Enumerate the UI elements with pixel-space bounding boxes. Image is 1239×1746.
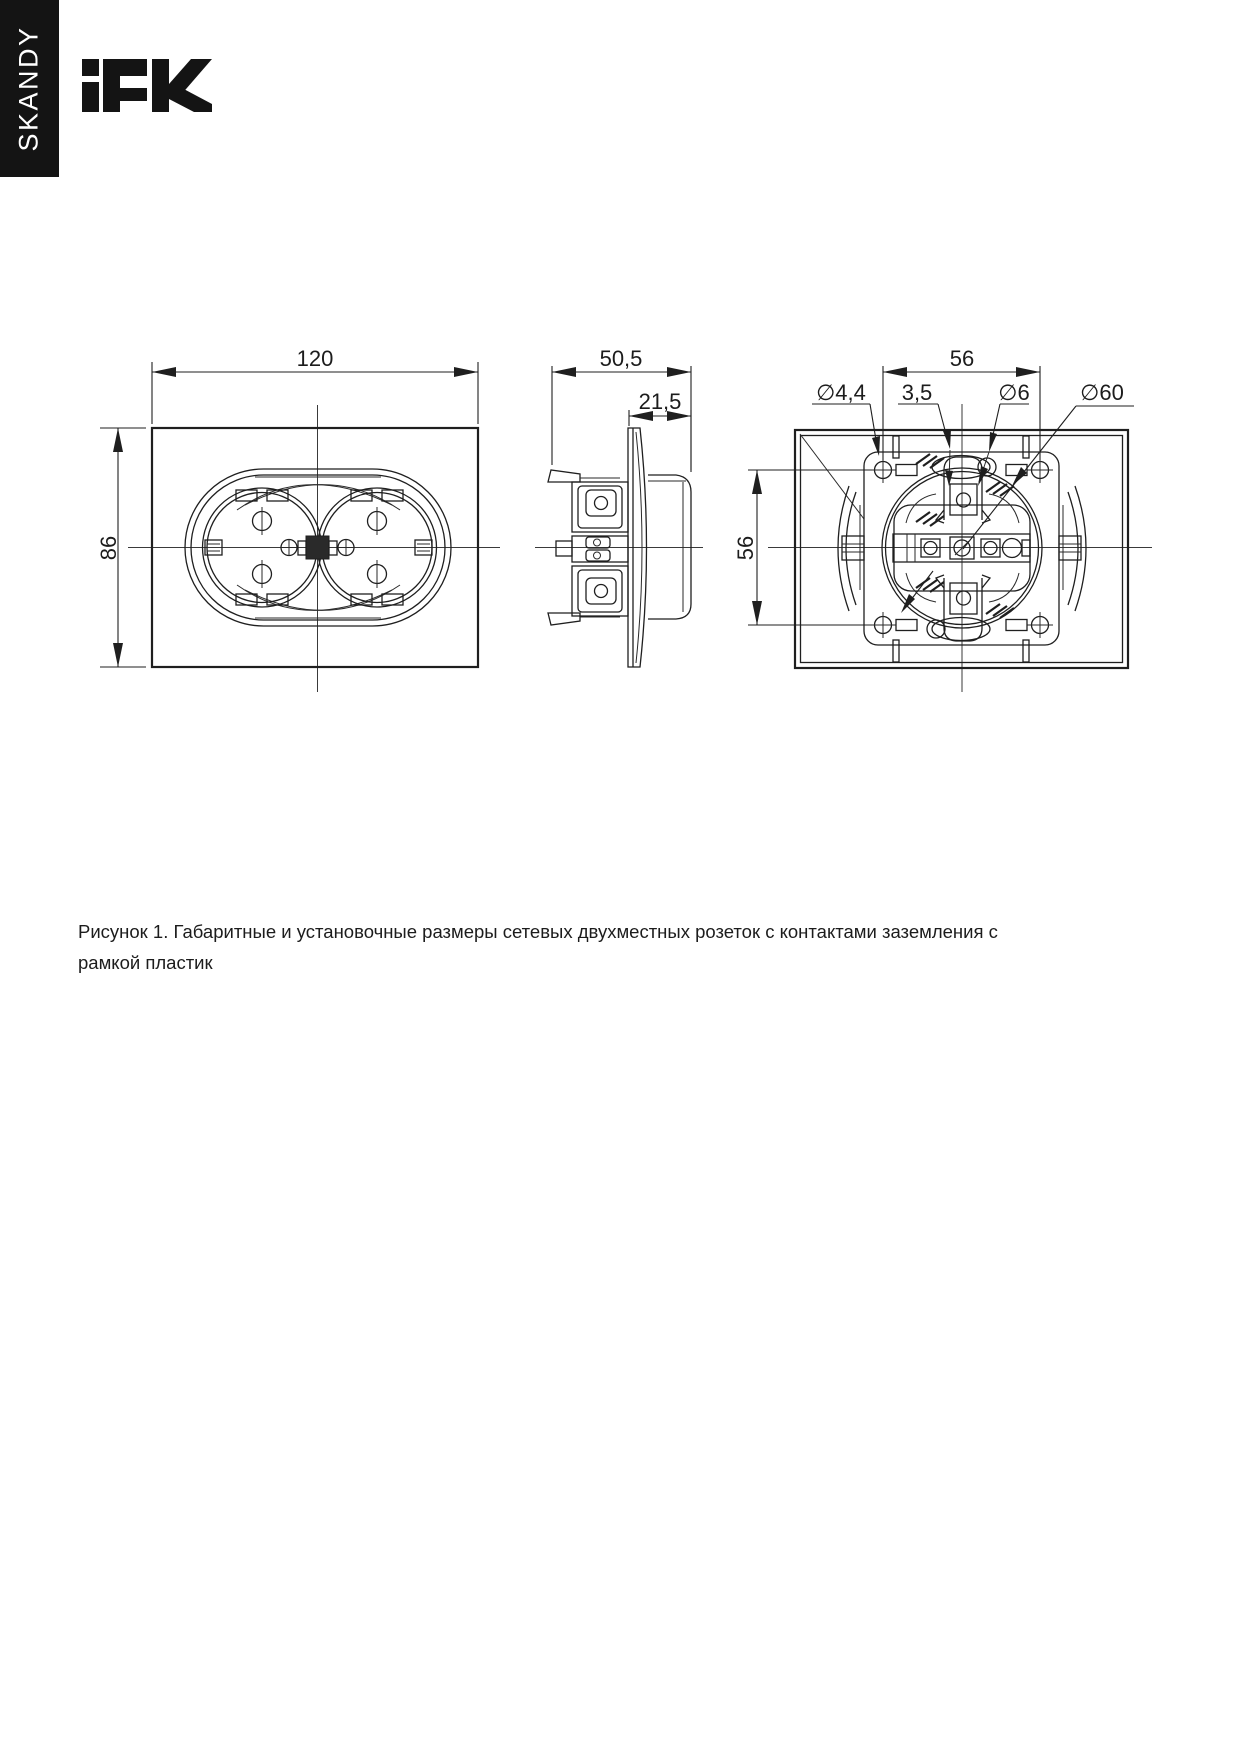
dim-label-21-5: 21,5 <box>638 389 682 414</box>
callout-mount-hole-dia <box>812 380 933 613</box>
side-view <box>535 346 703 667</box>
series-label: SKANDY <box>14 25 45 152</box>
rear-view <box>733 346 1152 692</box>
dim-front-width <box>152 346 478 424</box>
svg-text:∅60: ∅60 <box>1080 380 1124 405</box>
figure-caption: Рисунок 1. Габаритные и установочные размеры сетевых двухместных розеток с контактами заземления с рамкой пластик <box>78 921 998 973</box>
svg-text:3,5: 3,5 <box>901 380 933 405</box>
dim-label-86: 86 <box>96 535 121 561</box>
dim-label-56-v: 56 <box>733 535 758 561</box>
dim-label-56-h: 56 <box>949 346 975 371</box>
front-view <box>96 346 500 692</box>
svg-text:∅6: ∅6 <box>998 380 1030 405</box>
dim-label-120: 120 <box>296 346 334 371</box>
dim-label-50-5: 50,5 <box>599 346 643 371</box>
svg-text:∅4,4: ∅4,4 <box>816 380 866 405</box>
